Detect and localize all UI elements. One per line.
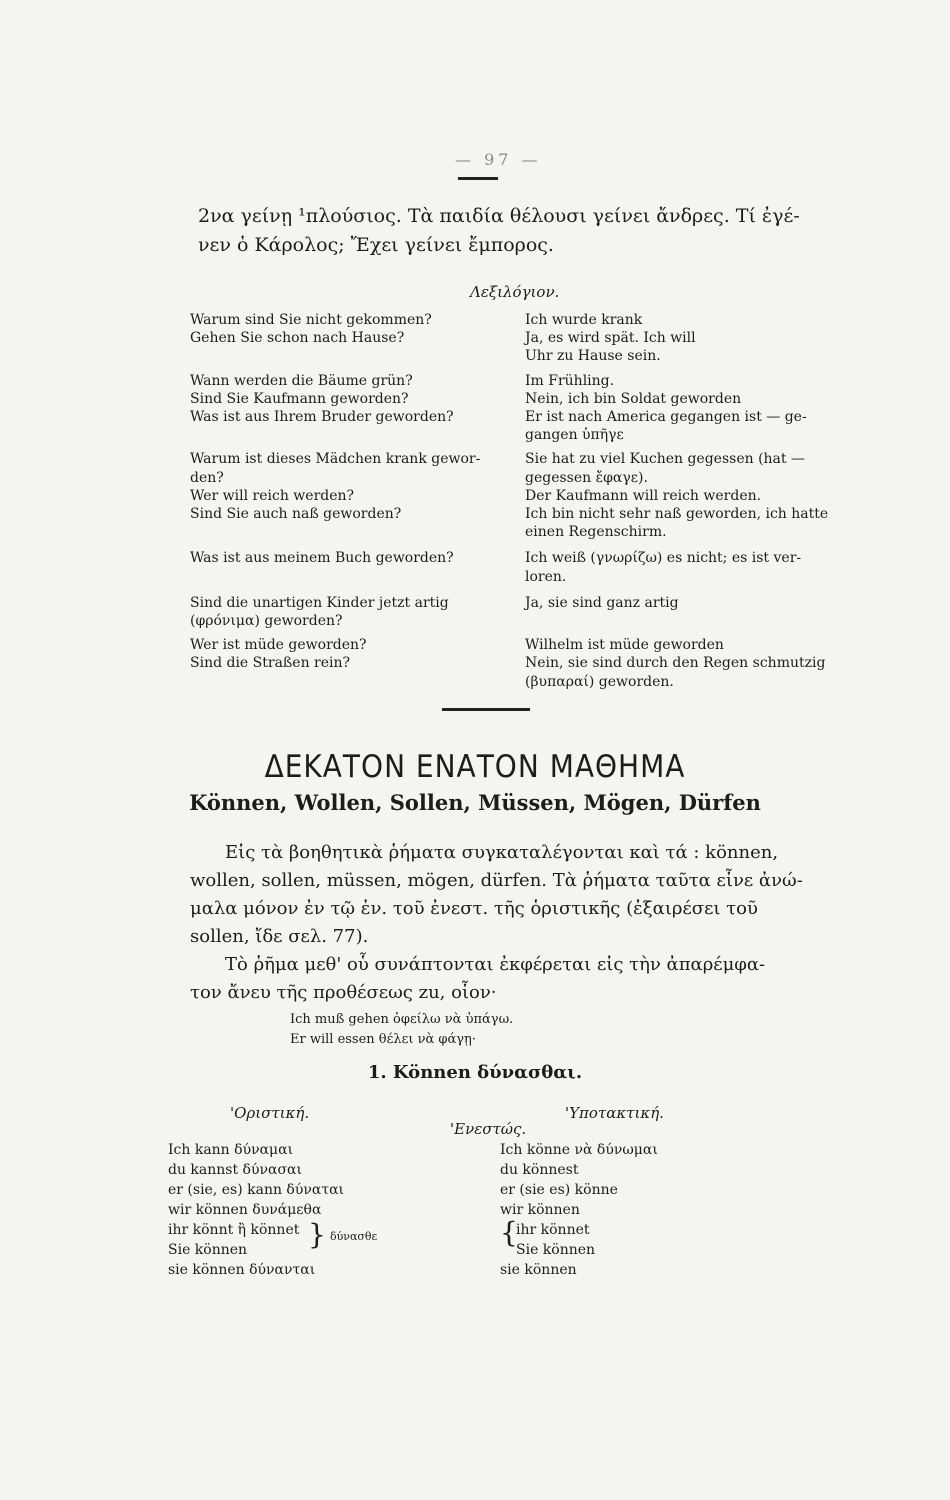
vocabulary-heading: Λεξιλόγιον. [470,283,560,301]
question-line: Wann werden die Bäume grün? [190,373,413,389]
brace-icon: } [308,1218,326,1251]
chapter-subtitle: Können, Wollen, Sollen, Müssen, Mögen, Dürfen [189,790,761,815]
question-line: (φρόνιμα) geworden? [190,613,343,629]
indicative-heading: 'Οριστική. [230,1104,310,1122]
indicative-line-5: ihr könnt ἢ könnet [168,1222,300,1238]
left-brace-icon: { [500,1216,518,1249]
example-2: Er will essen θέλει νὰ φάγῃ· [290,1032,476,1047]
answer-line: Ich weiß (γνωρίζω) es nicht; es ist ver- [525,550,802,566]
indicative-line-3: er (sie, es) kann δύναται [168,1182,345,1198]
answer-line: Ja, sie sind ganz artig [525,595,679,611]
body-line-2: wollen, sollen, müssen, mögen, dürfen. Τὰ ῥήματα ταῦτα εἶνε ἀνώ- [190,870,803,891]
body-line-6: τον ἄνευ τῆς προθέσεως zu, οἷον· [190,982,497,1003]
answer-line: gegessen ἔφαγε). [525,470,648,486]
subjunctive-heading: 'Υποτακτική. [565,1104,664,1122]
tense-heading: 'Ενεστώς. [450,1120,527,1138]
answer-line: Uhr zu Hause sein. [525,348,661,364]
question-line: Warum sind Sie nicht gekommen? [190,312,432,328]
indicative-line-6: Sie können [168,1242,248,1258]
subjunctive-line-4: wir können [500,1202,580,1218]
subjunctive-line-2: du könnest [500,1162,579,1178]
indicative-line-4: wir können δυνάμεθα [168,1202,322,1218]
answer-line: Wilhelm ist müde geworden [525,637,724,653]
answer-line: Ja, es wird spät. Ich will [525,330,696,346]
answer-line: Im Frühling. [525,373,615,389]
subjunctive-line-3: er (sie es) könne [500,1182,618,1198]
question-line: Was ist aus Ihrem Bruder geworden? [190,409,454,425]
chapter-title: ΔΕΚΑΤΟΝ ΕΝΑΤΟΝ ΜΑΘΗΜΑ [264,748,686,785]
question-line: Wer ist müde geworden? [190,637,367,653]
question-line: Gehen Sie schon nach Hause? [190,330,405,346]
answer-line: Nein, ich bin Soldat geworden [525,391,742,407]
intro-line-1: 2να γείνῃ ¹πλούσιος. Τὰ παιδία θέλουσι γείνει ἄνδρες. Τί ἐγέ- [198,205,800,227]
subjunctive-line-7: sie können [500,1262,577,1278]
subjunctive-line-6: Sie können [516,1242,596,1258]
answer-line: Er ist nach America gegangen ist — ge- [525,409,807,425]
header-rule [458,177,498,180]
answer-line: Nein, sie sind durch den Regen schmutzig [525,655,826,671]
indicative-line-2: du kannst δύνασαι [168,1162,302,1178]
indicative-line-7: sie können δύνανται [168,1262,316,1278]
answer-line: Ich wurde krank [525,312,643,328]
question-line: Wer will reich werden? [190,488,355,504]
question-line: Warum ist dieses Mädchen krank gewor- [190,451,481,467]
answer-line: Ich bin nicht sehr naß geworden, ich hatte [525,506,829,522]
question-line: Sind die unartigen Kinder jetzt artig [190,595,449,611]
body-line-1: Εἰς τὰ βοηθητικὰ ῥήματα συγκαταλέγονται καὶ τά : können, [225,842,779,863]
example-1: Ich muß gehen ὀφείλω νὰ ὑπάγω. [290,1012,514,1027]
answer-line: Sie hat zu viel Kuchen gegessen (hat — [525,451,805,467]
question-line: den? [190,470,224,486]
section-separator [442,708,530,711]
answer-line: loren. [525,569,567,585]
question-line: Was ist aus meinem Buch geworden? [190,550,454,566]
body-line-5: Τὸ ῥῆμα μεθ' οὗ συνάπτονται ἐκφέρεται εἰς τὴν ἀπαρέμφα- [225,954,766,975]
section-title: 1. Können δύνασθαι. [367,1062,583,1083]
subjunctive-line-1: Ich könne νὰ δύνωμαι [500,1142,658,1158]
page-number: — 97 — [455,150,542,169]
question-line: Sind Sie Kaufmann geworden? [190,391,409,407]
answer-line: Der Kaufmann will reich werden. [525,488,762,504]
subjunctive-line-5: ihr könnet [516,1222,590,1238]
answer-line: einen Regenschirm. [525,524,667,540]
body-line-4: sollen, ἴδε σελ. 77). [190,926,369,947]
answer-line: gangen ὑπῆγε [525,427,624,443]
plural-gloss: δύνασθε [330,1230,378,1243]
question-line: Sind die Straßen rein? [190,655,351,671]
question-line: Sind Sie auch naß geworden? [190,506,402,522]
intro-line-2: νεν ὁ Κάρολος; Ἔχει γείνει ἔμπορος. [198,234,554,256]
body-line-3: μαλα μόνον ἐν τῷ ἐν. τοῦ ἐνεστ. τῆς ὁριστικῆς (ἐξαιρέσει τοῦ [190,898,758,919]
indicative-line-1: Ich kann δύναμαι [168,1142,294,1158]
answer-line: (βυπαραί) geworden. [525,674,674,690]
